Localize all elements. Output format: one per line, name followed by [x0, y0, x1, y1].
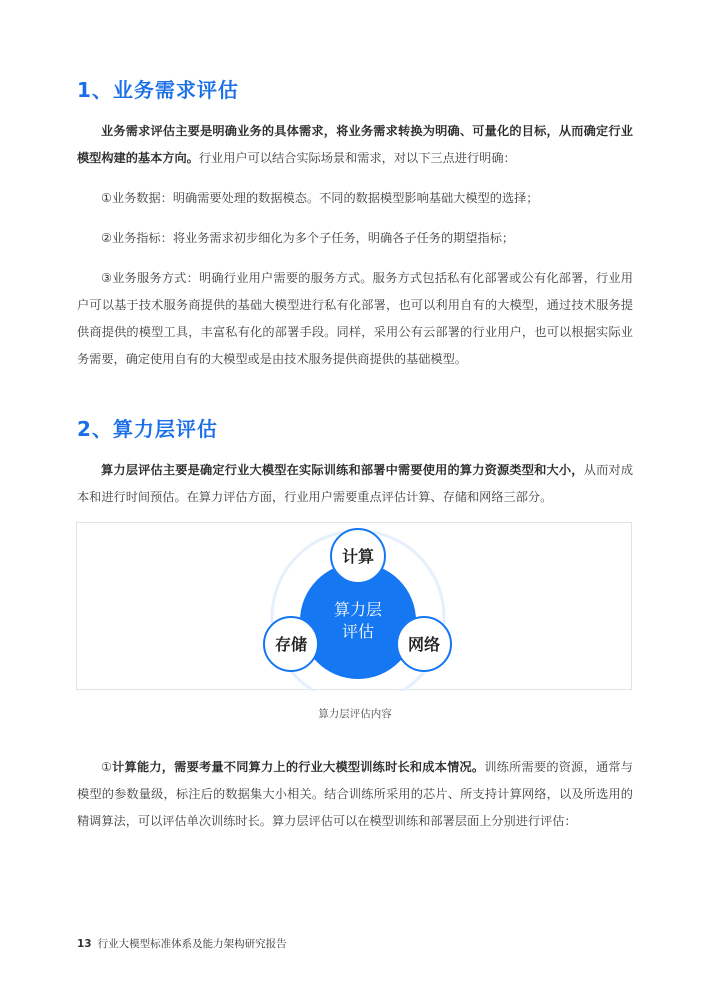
- section-1-item-1: ①业务数据：明确需要处理的数据模态。不同的数据模型影响基础大模型的选择；: [101, 191, 539, 205]
- storage-node-label: 存储: [274, 635, 308, 654]
- section-1-item-2: ②业务指标：将业务需求初步细化为多个子任务，明确各子任务的期望指标；: [101, 231, 515, 245]
- report-title: 行业大模型标准体系及能力架构研究报告: [97, 938, 287, 950]
- section-2-intro-rest: 从而对成本和进行时间预估。在算力评估方面，行业用户需要重点评估计算、存储和网络三部分。: [77, 463, 634, 504]
- compute-node-label: 计算: [341, 547, 375, 566]
- compute-evaluation-diagram: [77, 523, 633, 691]
- section-1-heading: 1、业务需求评估: [77, 78, 239, 102]
- section-1-intro: [77, 118, 633, 172]
- center-label-line1: 算力层: [333, 600, 383, 619]
- center-label-line2: 评估: [341, 622, 375, 641]
- section-1-intro-bold: 业务需求评估主要是明确业务的具体需求，将业务需求转换为明确、可量化的目标，从而确定行业模型构建的基本方向。: [77, 124, 633, 165]
- section-2-item-1-bold: 计算能力，需要考量不同算力上的行业大模型训练时长和成本情况。: [112, 760, 485, 774]
- network-node-label: 网络: [407, 635, 441, 654]
- section-2-intro-bold: 算力层评估主要是确定行业大模型在实际训练和部署中需要使用的算力资源类型和大小，: [101, 463, 584, 477]
- page-footer: [77, 936, 287, 951]
- figure-caption: 算力层评估内容: [318, 708, 392, 720]
- section-2-item-1: [77, 754, 633, 835]
- section-2-item-1-prefix: ①: [101, 760, 113, 774]
- section-2-item-1-rest: 训练所需要的资源，通常与模型的参数量级，标注后的数据集大小相关。结合训练所采用的芯片、所支持计算网络，以及所选用的精调算法，可以评估单次训练时长。算力层评估可以在模型训练和部署层面上分别进行评估：: [77, 760, 633, 828]
- section-1-intro-rest: 行业用户可以结合实际场景和需求，对以下三点进行明确：: [198, 151, 516, 165]
- section-1-item-3: ③业务服务方式：明确行业用户需要的服务方式。服务方式包括私有化部署或公有化部署，行业用户可以基于技术服务商提供的基础大模型进行私有化部署，也可以利用自有的大模型，通过技术服务提供商提供的模型工具，丰富私有化的部署手段。同样，采用公有云部署的行业用户，也可以根据实际业务需要，确定使用自有的大模型或是由技术服务提供商提供的基础模型。: [77, 271, 633, 366]
- page-number: 13: [77, 938, 92, 950]
- section-2-heading: 2、算力层评估: [77, 417, 218, 441]
- section-2-intro: [77, 457, 633, 511]
- compute-evaluation-figure: [76, 522, 632, 690]
